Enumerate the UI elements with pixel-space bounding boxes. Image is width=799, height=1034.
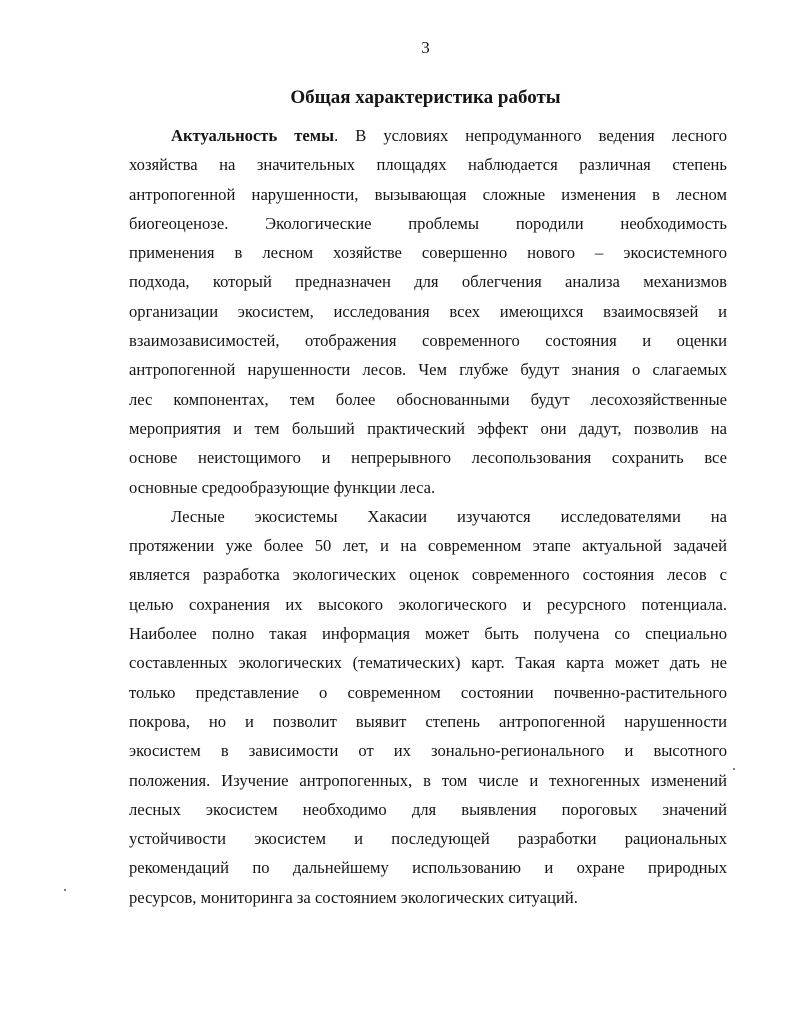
text-line: лес компонентах, тем более обоснованными будут лесохозяйственные [129, 389, 727, 409]
text-line: целью сохранения их высокого экологического и ресурсного потенциала. [129, 594, 727, 614]
text-line: хозяйства на значительных площадях наблюдается различная степень [129, 155, 727, 175]
text-line: Лесные экосистемы Хакасии изучаются исследователями на [171, 506, 727, 526]
lead-term: Актуальность темы [171, 126, 335, 145]
text-line: положения. Изучение антропогенных, в том числе и техногенных изменений [129, 770, 727, 790]
text-line: ресурсов, мониторинга за состоянием экологических ситуаций. [129, 887, 578, 907]
paragraph-forest-ecosystems [129, 502, 727, 912]
text-line: только представление о современном состоянии почвенно-растительного [129, 682, 727, 702]
text-line: составленных экологических (тематических) карт. Такая карта может дать не [129, 653, 727, 673]
scan-speck [733, 768, 735, 770]
section-title: Общая характеристика работы [290, 87, 561, 108]
text-line: лесных экосистем необходимо для выявления пороговых значений [129, 799, 727, 819]
text-line: основные средообразующие функции леса. [129, 477, 436, 497]
text-line: покрова, но и позволит выявит степень антропогенной нарушенности [129, 711, 727, 731]
text-line: устойчивости экосистем и последующей разработки рациональных [129, 829, 727, 849]
text-line: Наиболее полно такая информация может быть получена со специально [129, 624, 727, 644]
text-line: биогеоценозе. Экологические проблемы породили необходимость [129, 213, 727, 233]
scan-speck [64, 889, 66, 891]
text-line: основе неистощимого и непрерывного лесопользования сохранить все [129, 448, 727, 468]
text-line: взаимозависимостей, отображения современного состояния и оценки [129, 331, 727, 351]
text-line: мероприятия и тем больший практический эффект они дадут, позволив на [129, 418, 727, 438]
body-text [129, 121, 727, 912]
text-line [129, 121, 727, 150]
text-line: протяжении уже более 50 лет, и на современном этапе актуальной задачей [129, 536, 727, 556]
text-line: экосистем в зависимости от их зонально-регионального и высотного [129, 741, 727, 761]
page-number: 3 [421, 38, 430, 57]
paragraph-relevance [129, 121, 727, 502]
text-line: антропогенной нарушенности лесов. Чем глубже будут знания о слагаемых [129, 360, 727, 380]
text-line: подхода, который предназначен для облегчения анализа механизмов [129, 272, 727, 292]
text-line: организации экосистем, исследования всех имеющихся взаимосвязей и [129, 301, 727, 321]
text-line-rest: . В условиях непродуманного ведения лесного [334, 126, 728, 145]
text-line: антропогенной нарушенности, вызывающая сложные изменения в лесном [129, 184, 727, 204]
text-line: рекомендаций по дальнейшему использованию и охране природных [129, 858, 727, 878]
text-line: является разработка экологических оценок современного состояния лесов с [129, 565, 727, 585]
text-line: применения в лесном хозяйстве совершенно нового – экосистемного [129, 243, 727, 263]
